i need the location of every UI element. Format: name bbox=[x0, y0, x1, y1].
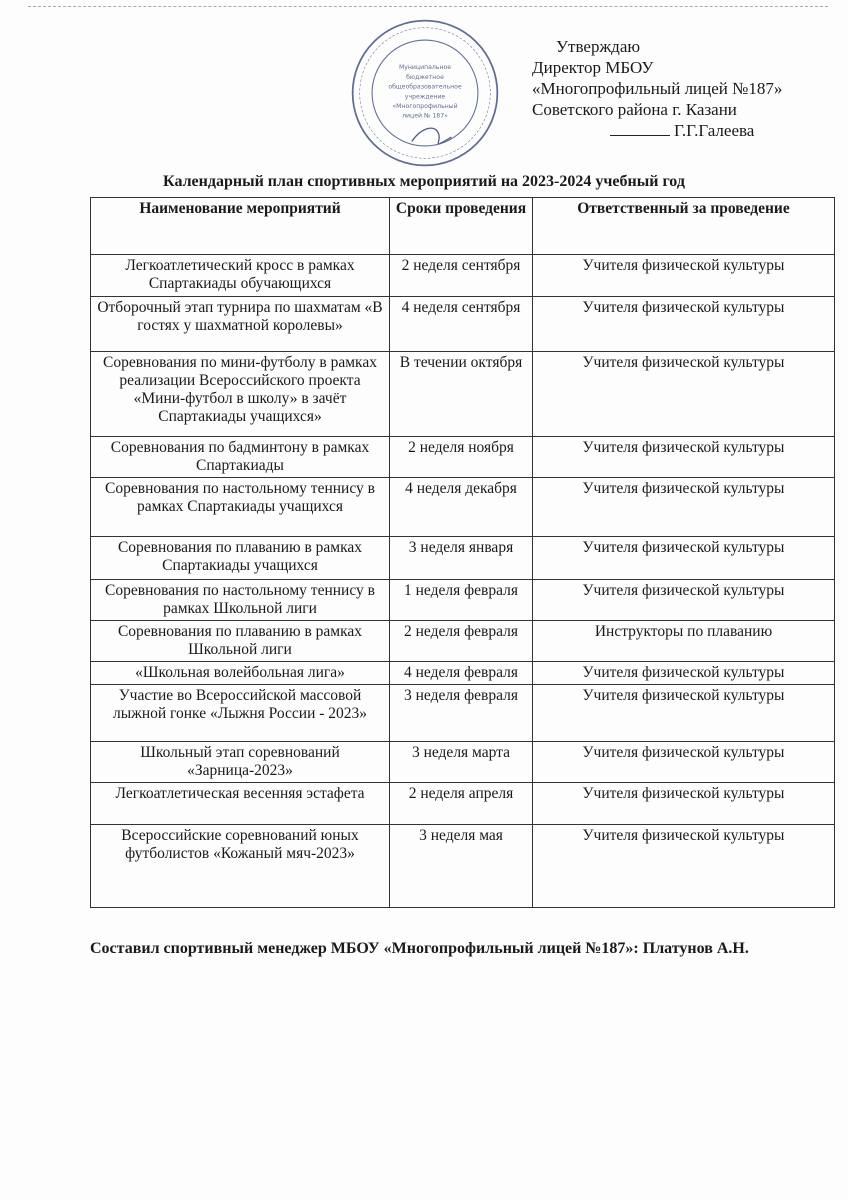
stamp-text: лицей № 187» bbox=[402, 112, 448, 120]
stamp-text: общеобразовательное bbox=[388, 83, 462, 91]
table-row bbox=[91, 662, 835, 685]
stamp-text: Муниципальное bbox=[398, 64, 452, 72]
event-name-cell: Соревнования по плаванию в рамках Спартакиады учащихся bbox=[91, 537, 390, 580]
stamp-text: учреждение bbox=[404, 93, 446, 101]
table-row bbox=[91, 478, 835, 537]
table-row bbox=[91, 825, 835, 908]
signer-name: Г.Г.Галеева bbox=[674, 121, 755, 140]
column-header-responsible: Ответственный за проведение bbox=[533, 198, 835, 255]
responsible-cell: Учителя физической культуры bbox=[533, 537, 835, 580]
dates-cell: В течении октября bbox=[390, 352, 533, 437]
official-stamp bbox=[350, 18, 500, 168]
events-table bbox=[90, 197, 835, 908]
dates-cell: 4 неделя сентября bbox=[390, 297, 533, 352]
responsible-cell: Инструкторы по плаванию bbox=[533, 621, 835, 662]
scan-edge bbox=[28, 6, 828, 7]
event-name-cell: «Школьная волейбольная лига» bbox=[91, 662, 390, 685]
document-title: Календарный план спортивных мероприятий на 2023-2024 учебный год bbox=[163, 173, 685, 190]
dates-cell: 3 неделя мая bbox=[390, 825, 533, 908]
dates-cell: 4 неделя февраля bbox=[390, 662, 533, 685]
dates-cell: 3 неделя января bbox=[390, 537, 533, 580]
column-header-event: Наименование мероприятий bbox=[91, 198, 390, 255]
responsible-cell: Учителя физической культуры bbox=[533, 742, 835, 783]
column-header-dates: Сроки проведения bbox=[390, 198, 533, 255]
dates-cell: 2 неделя сентября bbox=[390, 255, 533, 297]
event-name-cell: Соревнования по настольному теннису в рамках Школьной лиги bbox=[91, 580, 390, 621]
table-header-row bbox=[91, 198, 835, 255]
responsible-cell: Учителя физической культуры bbox=[533, 825, 835, 908]
table-row bbox=[91, 621, 835, 662]
compiled-by: Составил спортивный менеджер МБОУ «Многопрофильный лицей №187»: Платунов А.Н. bbox=[90, 940, 749, 957]
responsible-cell: Учителя физической культуры bbox=[533, 580, 835, 621]
table-row bbox=[91, 685, 835, 742]
dates-cell: 2 неделя апреля bbox=[390, 783, 533, 825]
event-name-cell: Легкоатлетический кросс в рамках Спартакиады обучающихся bbox=[91, 255, 390, 297]
approval-block bbox=[532, 36, 782, 141]
stamp-text: бюджетное bbox=[406, 73, 444, 81]
event-name-cell: Соревнования по мини-футболу в рамках реализации Всероссийского проекта «Мини-футбол в школу» в зачёт Спартакиады учащихся» bbox=[91, 352, 390, 437]
responsible-cell: Учителя физической культуры bbox=[533, 783, 835, 825]
event-name-cell: Соревнования по плаванию в рамках Школьной лиги bbox=[91, 621, 390, 662]
stamp-text: «Многопрофильный bbox=[392, 103, 458, 110]
table-row bbox=[91, 437, 835, 478]
signature-line bbox=[610, 135, 670, 136]
table-row bbox=[91, 297, 835, 352]
event-name-cell: Соревнования по бадминтону в рамках Спартакиады bbox=[91, 437, 390, 478]
dates-cell: 1 неделя февраля bbox=[390, 580, 533, 621]
responsible-cell: Учителя физической культуры bbox=[533, 352, 835, 437]
table-row bbox=[91, 742, 835, 783]
responsible-cell: Учителя физической культуры bbox=[533, 255, 835, 297]
event-name-cell: Школьный этап соревнований «Зарница-2023» bbox=[91, 742, 390, 783]
dates-cell: 4 неделя декабря bbox=[390, 478, 533, 537]
event-name-cell: Отборочный этап турнира по шахматам «В гостях у шахматной королевы» bbox=[91, 297, 390, 352]
table-row bbox=[91, 255, 835, 297]
event-name-cell: Соревнования по настольному теннису в рамках Спартакиады учащихся bbox=[91, 478, 390, 537]
table-row bbox=[91, 783, 835, 825]
responsible-cell: Учителя физической культуры bbox=[533, 297, 835, 352]
responsible-cell: Учителя физической культуры bbox=[533, 685, 835, 742]
dates-cell: 3 неделя февраля bbox=[390, 685, 533, 742]
dates-cell: 2 неделя февраля bbox=[390, 621, 533, 662]
responsible-cell: Учителя физической культуры bbox=[533, 478, 835, 537]
dates-cell: 3 неделя марта bbox=[390, 742, 533, 783]
table-row bbox=[91, 580, 835, 621]
event-name-cell: Участие во Всероссийской массовой лыжной гонке «Лыжня России - 2023» bbox=[91, 685, 390, 742]
event-name-cell: Легкоатлетическая весенняя эстафета bbox=[91, 783, 390, 825]
event-name-cell: Всероссийские соревнований юных футболистов «Кожаный мяч-2023» bbox=[91, 825, 390, 908]
approval-line: Утверждаю bbox=[556, 37, 641, 56]
approval-line: Советского района г. Казани bbox=[532, 100, 737, 119]
responsible-cell: Учителя физической культуры bbox=[533, 662, 835, 685]
dates-cell: 2 неделя ноября bbox=[390, 437, 533, 478]
table-row bbox=[91, 537, 835, 580]
table-row bbox=[91, 352, 835, 437]
responsible-cell: Учителя физической культуры bbox=[533, 437, 835, 478]
approval-line: «Многопрофильный лицей №187» bbox=[532, 79, 783, 98]
approval-line: Директор МБОУ bbox=[532, 58, 654, 77]
